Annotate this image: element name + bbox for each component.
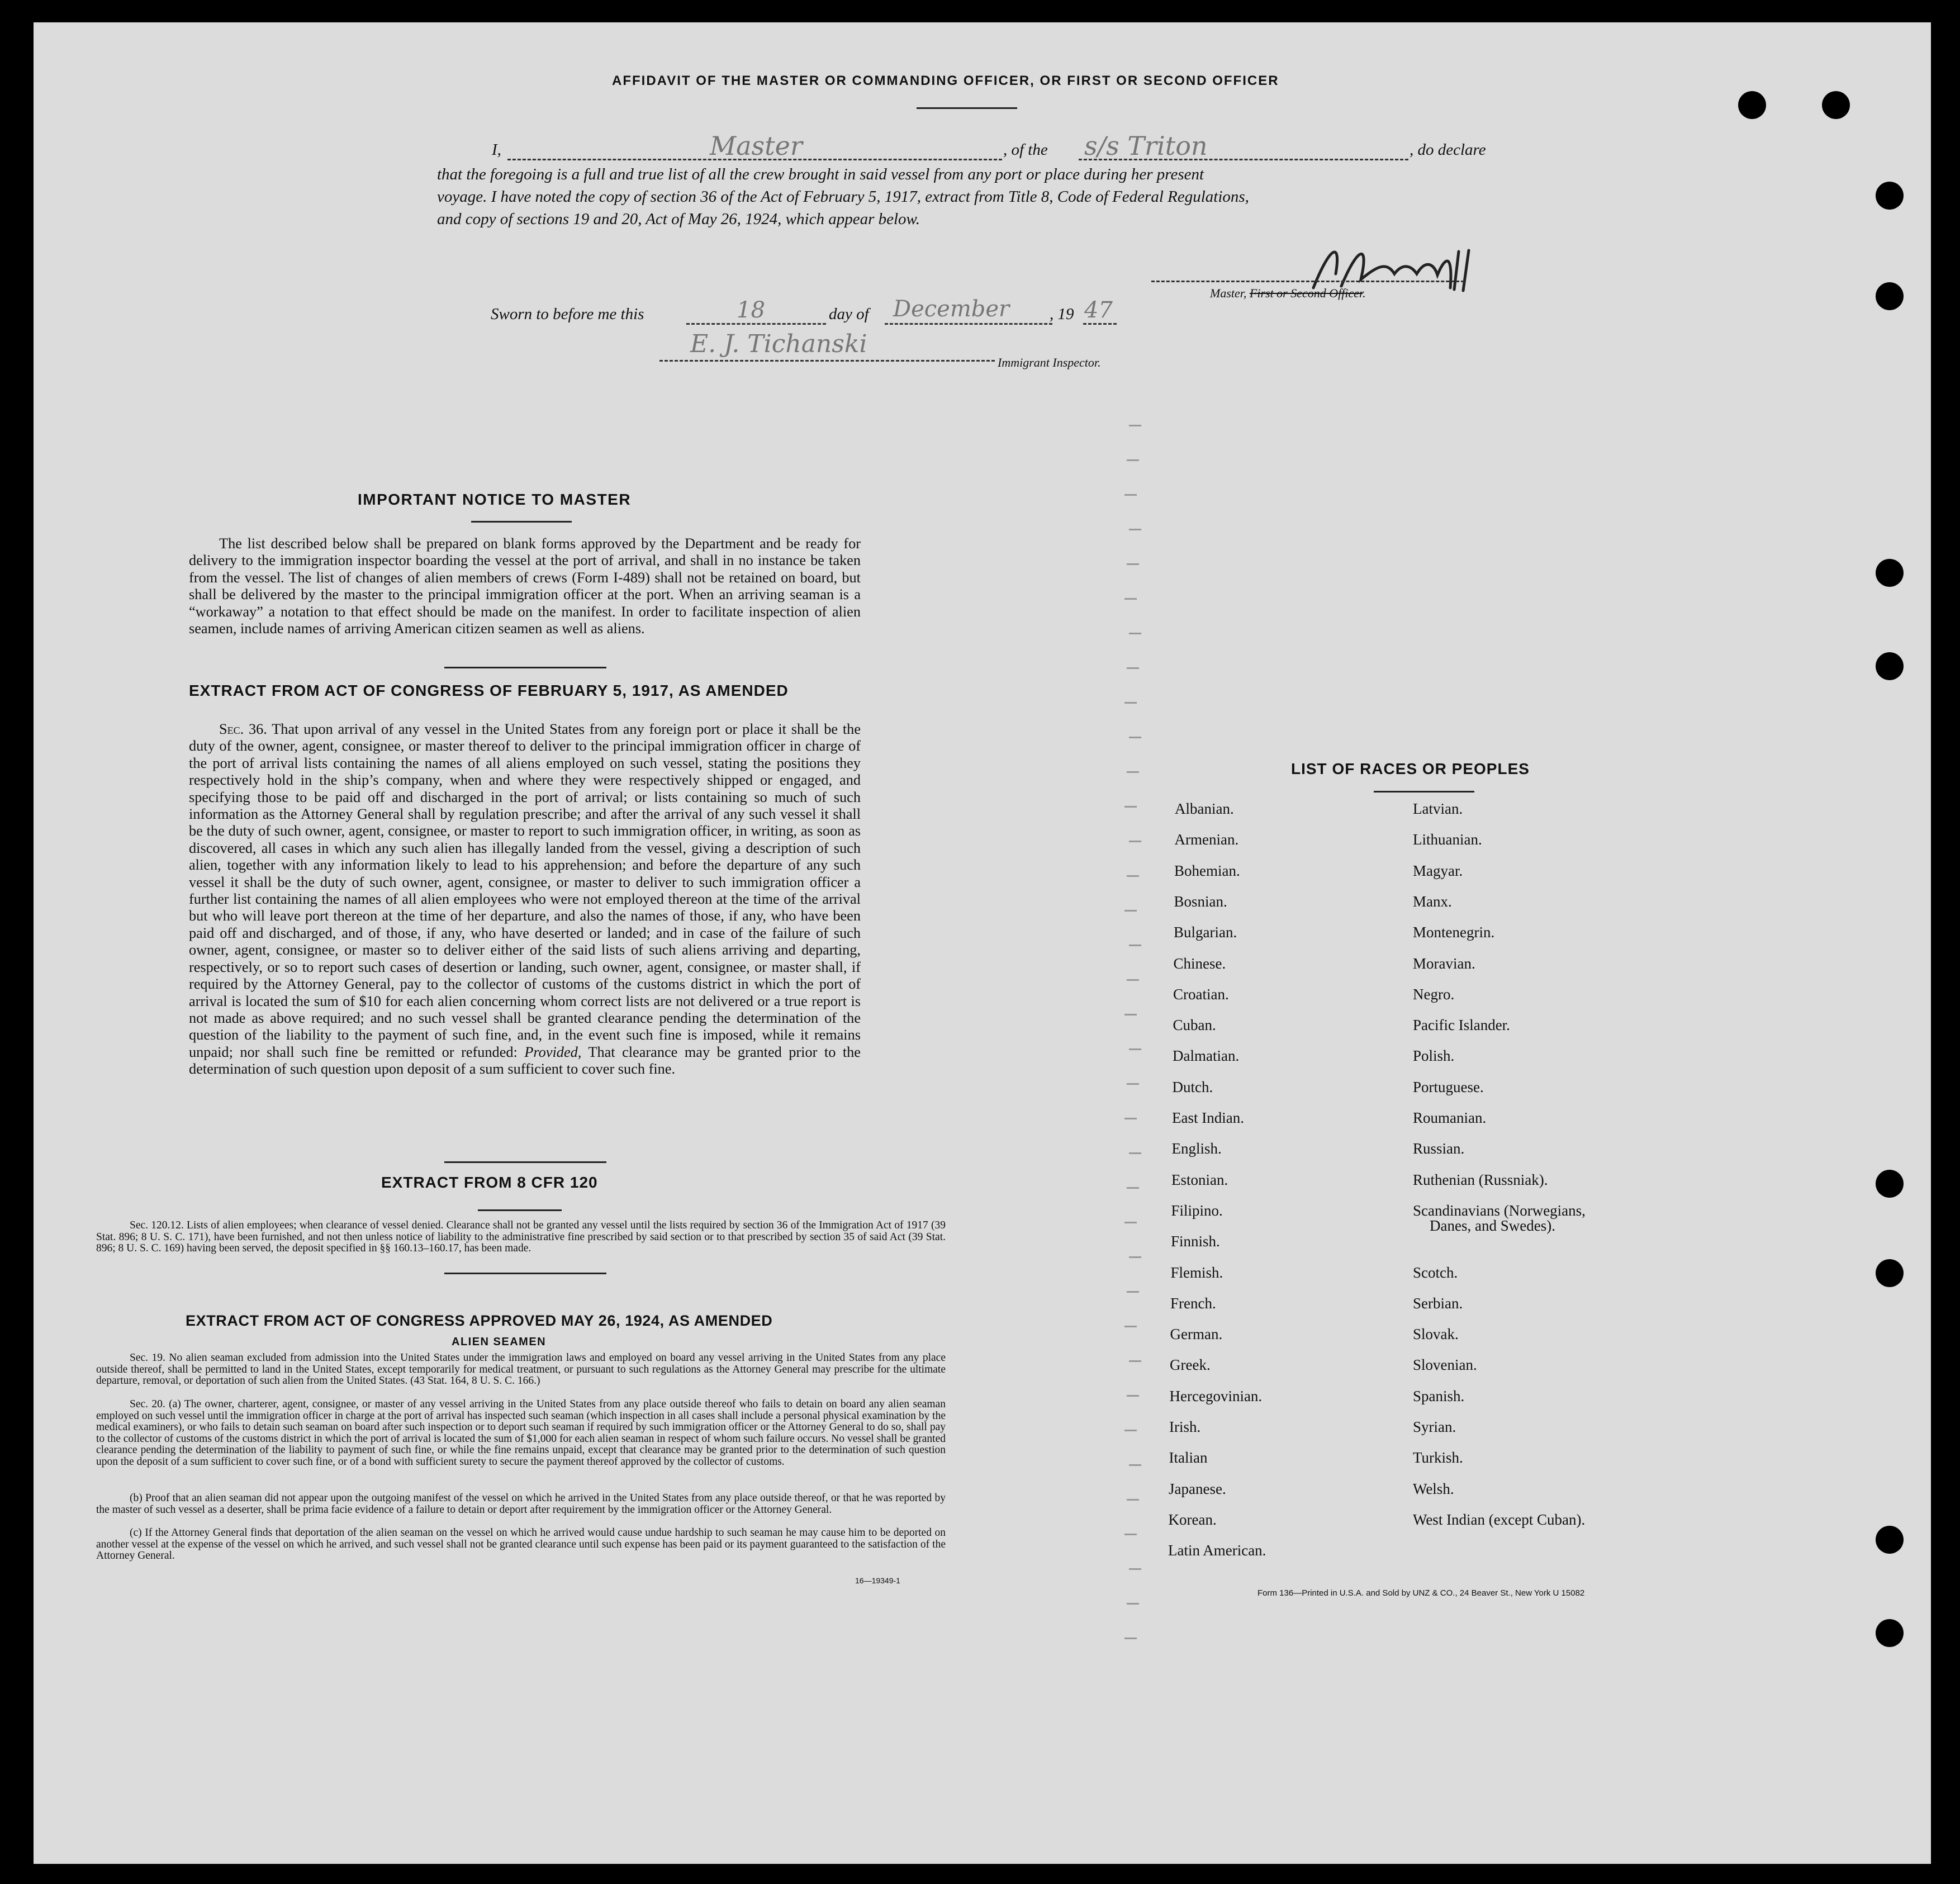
race-item: Japanese. (1169, 1480, 1226, 1497)
master-signature-line (1151, 281, 1464, 282)
provided-label: Provided, (524, 1043, 582, 1060)
race-item: East Indian. (1172, 1109, 1244, 1126)
race-item: Flemish. (1170, 1264, 1223, 1281)
day-of-label: day of (829, 305, 869, 323)
race-item: Cuban. (1173, 1017, 1216, 1034)
race-item: Chinese. (1173, 955, 1226, 972)
race-item: Filipino. (1171, 1202, 1223, 1219)
margin-mark (1127, 1395, 1139, 1397)
margin-mark (1124, 806, 1137, 808)
margin-mark (1124, 702, 1137, 704)
master-handwritten-value: Master (710, 131, 803, 161)
margin-mark (1127, 1499, 1139, 1501)
of-the-label: , of the (1003, 141, 1048, 159)
margin-mark (1129, 1464, 1141, 1466)
punch-hole (1876, 1259, 1904, 1287)
extract-1917-title: EXTRACT FROM ACT OF CONGRESS OF FEBRUARY 5, 1917, AS AMENDED (189, 682, 789, 699)
affidavit-body-line: that the foregoing is a full and true list of all the crew brought in said vessel from any port or place during her present (437, 165, 1204, 183)
margin-mark (1129, 945, 1141, 946)
race-item: Magyar. (1413, 862, 1463, 879)
sec-36-text: That upon arrival of any vessel in the United States from any foreign port or place it shall be the duty of the owner, agent, consignee, or master thereof to deliver to the principal immigration officer in charge of the port of arrival lists containing the names of all aliens employed on such vessel, stating the positions they respectively hold in the ship’s company, when and where they were respectively shipped or engaged, and specifying those to be paid off and discharged in the port of arrival; or lists containing so much of such information as the Attorney General shall by regulation prescribe; and after the arrival of any such vessel it shall be the duty of such owner, agent, consignee, or master to report to such immigration officer, in writing, as soon as discovered, all cases in which any such alien has illegally landed from the vessel, giving a description of such alien, together with any information likely to lead to his apprehension; and before the departure of any such vessel it shall be the duty of such owner, agent, consignee, or master to deliver to such immigration officer a further list containing the names of all alien employees who were not employed thereon at the time of the arrival but who will leave port thereon at the time of her departure, and also the names of those, if any, who have been paid off and discharged, and of those, if any, who have deserted or landed; and in case of the failure of such owner, agent, consignee, or master so to deliver either of the said lists of such aliens arriving and departing, respectively, or so to report such cases of desertion or landing, such owner, agent, consignee, or master shall, if required by the Attorney General, pay to the collector of customs of the customs district in which the port of arrival is located the sum of $10 for each alien concerning whom correct lists are not delivered or a true report is not made as above required; and no such vessel shall be granted clearance pending the determination of the question of the liability to the payment of such fine, and, in the event such fine is imposed, while it remains unpaid; nor shall such fine be remitted or refunded: (189, 721, 861, 1060)
extract-cfr-body: Sec. 120.12. Lists of alien employees; when clearance of vessel denied. Clearance shall not be granted any vessel until the lists required by section 36 of the Immigration Act of 1917 (39 Stat. 896; 8 U. S. C. 171), have been furnished, and not then unless notice of liability to the administrative fine prescribed by said section or to that prescribed by section 35 of said Act (39 Stat. 896; 8 U. S. C. 169) having been served, the deposit specified in §§ 160.13–160.17, has been made. (96, 1219, 946, 1254)
divider (444, 667, 606, 668)
extract-cfr-title: EXTRACT FROM 8 CFR 120 (381, 1174, 598, 1191)
notice-body: The list described below shall be prepared on blank forms approved by the Department and be ready for delivery to the immigration inspector boarding the vessel at the port of arrival, and shall in no instance be taken from the vessel. The list of changes of alien members of crews (Form I-489) shall not be retained on board, but shall be delivered by the master to the principal immigration officer at the port. When an arriving seaman is a “workaway” a notation to that effect should be made on the manifest. In order to facilitate inspection of alien seamen, include names of arriving American citizen seamen as well as aliens. (189, 535, 861, 637)
year-prefix: , 19 (1050, 305, 1074, 323)
race-item: Scandinavians (Norwegians, (1413, 1202, 1586, 1219)
race-item: Russian. (1413, 1140, 1465, 1157)
margin-mark (1124, 1014, 1137, 1015)
race-item: Slovak. (1413, 1326, 1459, 1343)
punch-hole (1876, 1526, 1904, 1554)
affidavit-title: AFFIDAVIT OF THE MASTER OR COMMANDING OFFICER, OR FIRST OR SECOND OFFICER (612, 73, 1279, 88)
notice-title: IMPORTANT NOTICE TO MASTER (358, 491, 632, 508)
sec-20c-body: (c) If the Attorney General finds that deportation of the alien seaman on the vessel on which he arrived would cause undue hardship to such seaman he may cause him to be deported on another vessel at the expense of the vessel on which he arrived, and such vessel shall not be granted clearance until such expense has been paid or its payment guaranteed to the satisfaction of the Attorney General. (96, 1527, 946, 1562)
race-item: Estonian. (1171, 1171, 1228, 1188)
master-caption: Master, (1210, 286, 1250, 300)
race-item: Syrian. (1413, 1418, 1456, 1435)
extract-1924-subtitle: ALIEN SEAMEN (452, 1336, 547, 1348)
sec-20b-body: (b) Proof that an alien seaman did not appear upon the outgoing manifest of the vessel on which he arrived in the United States from any place outside thereof, or that he was reported by the master of such vessel as a deserter, shall be prima facie evidence of a failure to detain or deport after requirement by the immigration officer or the Attorney General. (96, 1492, 946, 1516)
form-code: 16—19349-1 (855, 1576, 900, 1585)
day-field-line (686, 323, 826, 325)
race-item: Manx. (1413, 893, 1452, 910)
punch-hole (1876, 652, 1904, 680)
race-item: Polish. (1413, 1047, 1455, 1065)
punch-hole (1876, 182, 1904, 210)
punch-hole (1738, 91, 1766, 119)
margin-mark (1124, 910, 1137, 912)
race-item: Turkish. (1413, 1449, 1463, 1467)
document-page (34, 22, 1931, 1864)
year-handwritten-value: 47 (1084, 297, 1113, 323)
margin-mark (1124, 1638, 1137, 1639)
margin-mark (1129, 1152, 1141, 1154)
margin-mark (1124, 1326, 1137, 1327)
extract-1924-title: EXTRACT FROM ACT OF CONGRESS APPROVED MAY 26, 1924, AS AMENDED (186, 1312, 773, 1329)
race-item: Lithuanian. (1413, 831, 1482, 848)
margin-mark (1127, 1083, 1139, 1085)
margin-mark (1124, 494, 1137, 496)
race-item: Armenian. (1174, 831, 1239, 848)
margin-mark (1129, 1256, 1141, 1258)
race-item: Bulgarian. (1174, 924, 1237, 941)
month-handwritten-value: December (893, 296, 1010, 322)
race-item: Albanian. (1175, 800, 1234, 817)
race-item: West Indian (except Cuban). (1413, 1511, 1586, 1528)
form-printer-note: Form 136—Printed in U.S.A. and Sold by UNZ & CO., 24 Beaver St., New York U 15082 (1257, 1588, 1585, 1598)
sec-19-body: Sec. 19. No alien seaman excluded from admission into the United States under the immigration laws and employed on board any vessel arriving in the United States from any place outside thereof, shall be permitted to land in the United States, except temporarily for medical treatment, or pursuant to such regulations as the Attorney General may prescribe for the ultimate departure, removal, or deportation of such alien from the United States. (43 Stat. 164, 8 U. S. C. 166.) (96, 1352, 946, 1387)
race-item: Pacific Islander. (1413, 1017, 1510, 1034)
margin-mark (1129, 1048, 1141, 1050)
race-item: Portuguese. (1413, 1078, 1484, 1095)
punch-hole (1876, 1619, 1904, 1647)
margin-mark (1127, 979, 1139, 981)
margin-mark (1129, 841, 1141, 842)
year-field-line (1083, 323, 1117, 325)
race-item: Hercegovinian. (1169, 1387, 1263, 1404)
race-item: Welsh. (1413, 1480, 1454, 1497)
i-label: I, (492, 141, 501, 159)
race-item: Serbian. (1413, 1294, 1463, 1312)
margin-mark (1129, 425, 1141, 426)
punch-hole (1876, 1170, 1904, 1198)
extract-1917-body (189, 721, 861, 1078)
race-item: German. (1170, 1326, 1223, 1343)
margin-mark (1129, 633, 1141, 634)
margin-mark (1127, 563, 1139, 565)
race-item: Moravian. (1413, 955, 1475, 972)
race-item: Dutch. (1172, 1078, 1213, 1095)
race-item: Greek. (1170, 1356, 1211, 1374)
sec-36-label: Sec. 36. (219, 721, 267, 737)
margin-mark (1124, 1534, 1137, 1535)
notice-title-underline (471, 521, 572, 523)
race-item: Ruthenian (Russniak). (1413, 1171, 1548, 1188)
race-item: Irish. (1169, 1418, 1201, 1435)
margin-mark (1129, 1568, 1141, 1570)
signature-caption (1210, 286, 1366, 301)
vessel-handwritten-value: s/s Triton (1084, 131, 1208, 161)
extract-cfr-underline (478, 1209, 562, 1211)
do-declare-label: , do declare (1410, 141, 1486, 159)
caption-period: . (1363, 286, 1366, 300)
day-handwritten-value: 18 (737, 297, 765, 323)
affidavit-body-line: voyage. I have noted the copy of section 36 of the Act of February 5, 1917, extract from Title 8, Code of Federal Regulations, (437, 188, 1249, 206)
title-underline (917, 107, 1017, 109)
race-item: Scotch. (1413, 1264, 1458, 1281)
race-item: Bohemian. (1174, 862, 1240, 879)
margin-mark (1129, 529, 1141, 530)
race-item: Bosnian. (1174, 893, 1227, 910)
race-item: Roumanian. (1413, 1109, 1487, 1126)
sworn-label: Sworn to before me this (491, 305, 644, 323)
punch-hole (1876, 559, 1904, 587)
struck-officer-caption: First or Second Officer (1249, 286, 1363, 300)
margin-mark (1124, 1118, 1137, 1119)
divider (444, 1273, 606, 1274)
affidavit-declaration-line (492, 131, 1531, 167)
race-item: Croatian. (1173, 985, 1229, 1003)
races-title-underline (1374, 791, 1474, 792)
inspector-label: Immigrant Inspector. (998, 355, 1101, 369)
race-item: Latin American. (1168, 1542, 1266, 1559)
race-item: Italian (1169, 1449, 1208, 1467)
race-item: Latvian. (1413, 800, 1463, 817)
race-item: Montenegrin. (1413, 924, 1495, 941)
margin-mark (1127, 771, 1139, 773)
margin-mark (1127, 459, 1139, 461)
race-item: Spanish. (1413, 1387, 1465, 1404)
margin-mark (1124, 1222, 1137, 1223)
inspector-handwritten-signature: E. J. Tichanski (690, 330, 867, 358)
inspector-signature-line (659, 360, 995, 362)
margin-mark (1127, 1291, 1139, 1293)
margin-mark (1124, 1430, 1137, 1431)
margin-mark (1127, 1603, 1139, 1605)
race-item: Slovenian. (1413, 1356, 1477, 1374)
punch-hole (1822, 91, 1850, 119)
margin-mark (1129, 1360, 1141, 1362)
margin-mark (1129, 737, 1141, 738)
races-title: LIST OF RACES OR PEOPLES (1291, 760, 1530, 777)
race-item: Negro. (1413, 985, 1455, 1003)
margin-mark (1127, 667, 1139, 669)
race-item: Korean. (1168, 1511, 1217, 1528)
divider (444, 1161, 606, 1163)
affidavit-body-line: and copy of sections 19 and 20, Act of May 26, 1924, which appear below. (437, 210, 920, 228)
margin-mark (1127, 875, 1139, 877)
month-field-line (885, 323, 1052, 325)
punch-hole (1876, 282, 1904, 310)
margin-mark (1127, 1187, 1139, 1189)
sec-36-text-end: That clearance may be granted prior to the determination of such question upon deposit of a sum sufficient to cover such fine. (189, 1043, 861, 1078)
race-item: Danes, and Swedes). (1430, 1217, 1555, 1234)
race-item: French. (1170, 1294, 1216, 1312)
race-item: English. (1171, 1140, 1222, 1157)
race-item: Dalmatian. (1173, 1047, 1240, 1065)
race-item: Finnish. (1171, 1233, 1220, 1250)
sec-20a-body: Sec. 20. (a) The owner, charterer, agent, consignee, or master of any vessel arriving in the United States from any place outside thereof who fails to detain on board any alien seaman employed on such vessel until the immigration officer in charge at the port of arrival has inspected such seaman (which inspection in all cases shall include a personal physical examination by the medical examiners), or who fails to detain such seaman on board after such inspection or to deport such seaman if required by such immigration officer or the Attorney General to do so, shall pay to the collector of customs of the customs district in which the port of arrival is located the sum of $1,000 for each alien seaman in respect of whom such failure occurs. No vessel shall be granted clearance pending the determination of the liability to payment of such fine, or while the fine remains unpaid, except that clearance may be granted prior to the determination of such question upon the deposit of a sum sufficient to cover such fine, or of a bond with sufficient surety to secure the payment thereof approved by the collector of customs. (96, 1398, 946, 1468)
margin-mark (1124, 598, 1137, 600)
